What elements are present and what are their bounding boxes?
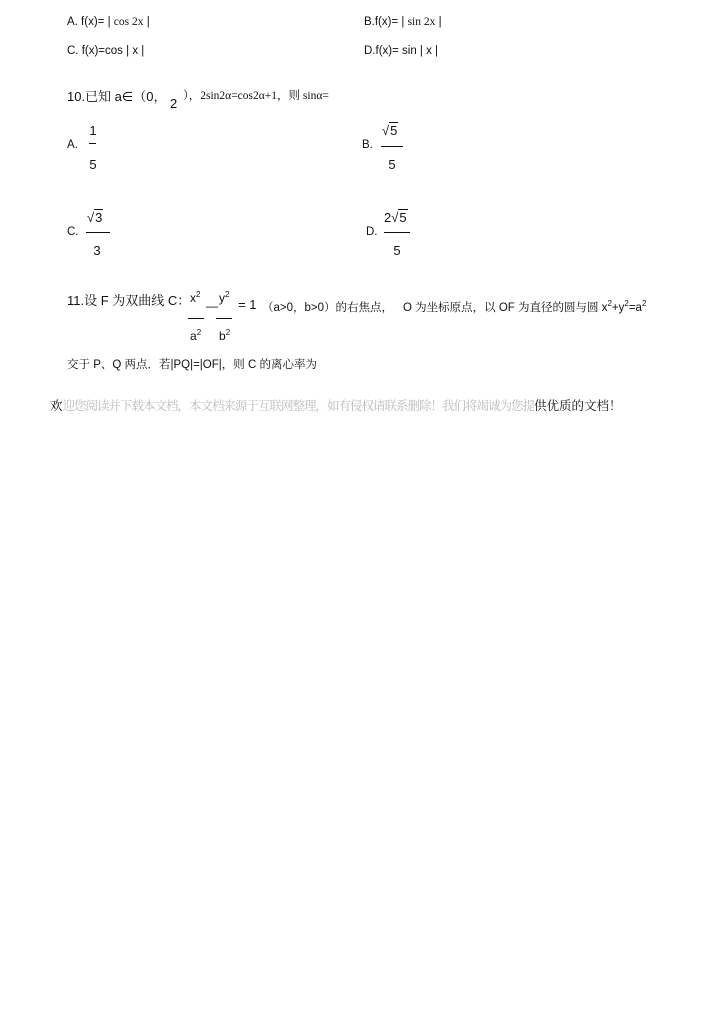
q10-option-d-radicand: 5 — [399, 210, 407, 225]
q11-origin-main: O 为坐标原点，以 OF 为直径的圆与圆 x — [403, 302, 608, 314]
q10-option-a-numerator: 1 — [89, 123, 97, 138]
q10-option-c-radicand: 3 — [95, 210, 103, 225]
abs-bar-left: | — [104, 16, 114, 28]
q9-option-c-prefix: C. f(x)=cos — [67, 45, 123, 57]
q10-option-b-label: B. — [362, 139, 373, 151]
q9-option-b-prefix: B.f(x)= — [364, 16, 399, 28]
q11-y-fraction-bar — [216, 318, 232, 319]
q11-x-fraction-bar — [188, 318, 204, 319]
footer-notice — [50, 396, 672, 414]
q11-conditions: （a>0，b>0）的右焦点， — [262, 302, 394, 314]
abs-bar-left: | — [398, 16, 408, 28]
q10-option-d-coefficient: 2 — [384, 210, 392, 225]
q9-option-c — [67, 45, 144, 57]
q10-option-a-denominator: 5 — [89, 157, 97, 172]
q9-option-a — [67, 16, 150, 28]
q10-option-a-fraction-bar — [89, 143, 96, 144]
q10-option-a-label: A. — [67, 139, 78, 151]
abs-bar-right: | — [138, 45, 145, 57]
q9-option-d-abs: x — [426, 45, 432, 57]
q10-option-d-label: D. — [366, 226, 378, 238]
q9-option-d-prefix: D.f(x)= sin — [364, 45, 417, 57]
q9-option-a-prefix: A. f(x)= — [67, 16, 105, 28]
q10-option-c-denominator: 3 — [93, 243, 101, 258]
q11-stem-start — [67, 290, 190, 309]
q10-option-b-sqrt: √5 — [382, 123, 398, 138]
q10-option-c-fraction-bar — [86, 232, 110, 233]
q11-minus-sign: — — [206, 299, 218, 313]
q10-stem-end: ），2sin2α=cos2α+1，则 sinα= — [183, 90, 329, 102]
q10-option-d-fraction-bar — [384, 232, 410, 233]
q11-a-exp: 2 — [196, 328, 202, 337]
q11-b-squared — [219, 328, 230, 343]
q11-circle-a-exp: 2 — [641, 299, 647, 309]
q10-option-c-sqrt: √3 — [87, 210, 103, 225]
q11-b-exp: 2 — [225, 328, 231, 337]
footer-start: 欢 — [50, 399, 63, 413]
q9-option-a-abs: cos 2x — [113, 16, 144, 28]
q10-option-b-denominator: 5 — [388, 157, 396, 172]
q11-y-exp: 2 — [225, 290, 230, 299]
abs-bar-right: | — [435, 16, 442, 28]
q11-x-squared — [190, 290, 200, 305]
q11-a: a — [190, 329, 197, 343]
abs-bar-left: | — [122, 45, 133, 57]
q10-option-d-denominator: 5 — [393, 243, 401, 258]
q10-option-b-radicand: 5 — [390, 123, 398, 138]
q11-stem-start-text: 11.设 F 为双曲线 C： — [67, 293, 191, 308]
q11-b: b — [219, 329, 226, 343]
q11-circle-x-exp: 2 — [607, 299, 612, 309]
q9-option-b-abs: sin 2x — [407, 16, 436, 28]
q11-x-exp: 2 — [196, 290, 201, 299]
q11-y-squared — [219, 290, 229, 305]
q11-line2: 交于 P、Q 两点．若|PQ|=|OF|，则 C 的离心率为 — [67, 359, 317, 371]
q10-option-d-sqrt: 2√5 — [384, 210, 407, 225]
footer-end: 供优质的文档！ — [534, 399, 622, 413]
q11-equals-one: = 1 — [238, 297, 257, 312]
footer-middle: 迎您阅读并下载本文档，本文档来源于互联网整理，如有侵权请联系删除！我们将竭诚为您提 — [62, 399, 535, 413]
q10-stem-denominator: 2 — [170, 96, 178, 111]
abs-bar-right: | — [143, 16, 150, 28]
abs-bar-right: | — [431, 45, 439, 57]
abs-bar-left: | — [416, 45, 427, 57]
q11-x: x — [190, 291, 196, 305]
q11-plus-y: +y — [611, 302, 625, 314]
q11-equals-a: =a — [628, 302, 642, 314]
q10-stem-start — [67, 86, 166, 105]
q9-option-b — [364, 16, 442, 28]
q11-y: y — [219, 291, 225, 305]
q9-option-d — [364, 45, 438, 57]
q11-circle-y-exp: 2 — [624, 299, 629, 309]
q9-option-c-abs: x — [132, 45, 139, 57]
q10-stem-start-text: 10.已知 a∈（0， — [67, 89, 167, 104]
q11-a-squared — [190, 328, 201, 343]
q10-option-b-fraction-bar — [381, 146, 403, 147]
q10-option-c-label: C. — [67, 226, 79, 238]
q11-origin-text — [403, 299, 646, 315]
